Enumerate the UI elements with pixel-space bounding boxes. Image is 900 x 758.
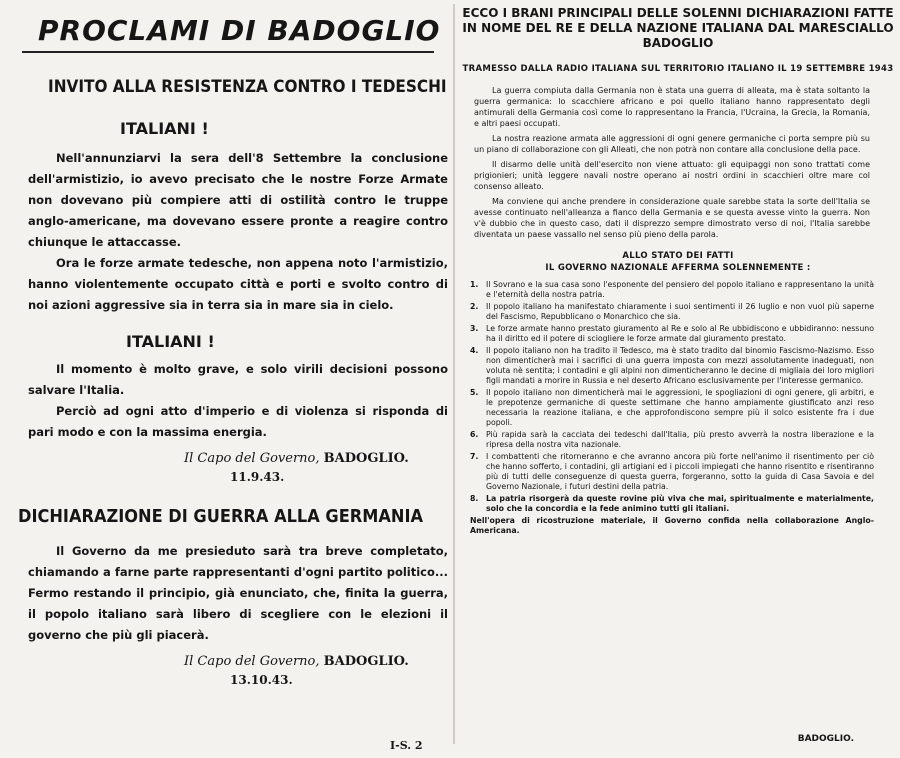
declarations-list — [470, 280, 874, 514]
page-number: I-S. 2 — [390, 739, 423, 752]
right-paragraph: La guerra compiuta dalla Germania non è stata una guerra di alleata, ma è stata soltanto la guerra germanica: lo scacchiere africano e poi quello italiano hanno rappresentato degli antimurali della Germania così come lo rappresentano la Francia, l'Ucraina, la Grecia, la Romania, e altri paesi occupati. — [474, 86, 870, 128]
signature-role: Il Capo del Governo, — [184, 451, 320, 466]
signature-name: BADOGLIO. — [323, 451, 409, 466]
item-number: 2. — [470, 302, 479, 311]
section2-signature — [184, 654, 448, 669]
item-text: Il popolo italiano non ha tradito il Tedesco, ma è stato tradito dal binomio Fascismo-Nazismo. Esso non dimenticherà mai i sacrifici di una guerra imposta con mezzi assolutamente inadeguati, non voluta nè sentita; i contadini e gli alpini non dimenticheranno le decine di migliaia dei loro migliori figli mandati a morire in Russia e nel deserto Africano esclusivamente per l'interesse germanico. — [486, 346, 874, 385]
list-item — [470, 430, 874, 450]
right-header: ECCO I BRANI PRINCIPALI DELLE SOLENNI DICHIARAZIONI FATTE IN NOME DEL RE E DELLA NAZIONE ITALIANA DAL MARESCIALLO BADOGLIO — [462, 6, 894, 50]
item-text: La patria risorgerà da queste rovine più viva che mai, spiritualmente e materialmente, solo che la concordia e la fede animino tutti gli italiani. — [486, 494, 874, 513]
right-paragraph: La nostra reazione armata alle aggressioni di ogni genere germaniche ci porta sempre più su un piano di collaborazione con gli Alleati, che non potrà non contare alla conclusione della pace. — [474, 134, 870, 154]
right-column — [462, 4, 894, 754]
item-number: 4. — [470, 346, 479, 355]
right-paragraph: Ma conviene qui anche prendere in considerazione quale sarebbe stata la sorte dell'Italia se avesse continuato nell'alleanza a fianco della Germania e se questa avesse vinto la guerra. Non v'è dubbio che in questo caso, dati il disprezzo sempre dimostrato verso di noi, l'Italia sarebbe diventata un paese vassallo nel senso più pieno della parola. — [474, 197, 870, 239]
list-item — [470, 280, 874, 300]
section2-date: 13.10.43. — [230, 673, 293, 687]
section1-paragraph: Nell'annunziarvi la sera dell'8 Settembre la conclusione dell'armistizio, io avevo precisato che le nostre Forze Armate non dovevano più compiere atti di ostilità contro le truppe anglo-americane, ma dovevano essere pronte a reagire contro chiunque le attaccasse. — [28, 151, 448, 249]
right-subheader: TRAMESSO DALLA RADIO ITALIANA SUL TERRITORIO ITALIANO IL 19 SETTEMBRE 1943 — [462, 64, 894, 74]
section2-paragraph: Il Governo da me presieduto sarà tra breve completato, chiamando a farne parte rappresentanti d'ogni partito politico... Fermo restando il principio, già enunciato, che, finita la guerra, il popolo italiano sarà libero di scegliere con le elezioni il governo che più gli piacerà. — [28, 544, 448, 642]
right-closing: Nell'opera di ricostruzione materiale, il Governo confida nella collaborazione Anglo-Americana. — [470, 516, 874, 535]
list-item — [470, 494, 874, 514]
signature-role: Il Capo del Governo, — [184, 654, 320, 669]
column-divider — [453, 4, 455, 744]
item-text: Il Sovrano e la sua casa sono l'esponente del pensiero del popolo italiano e rappresentano la unità e l'eternità della nostra patria. — [486, 280, 874, 299]
item-text: Più rapida sarà la cacciata dei tedeschi dall'Italia, più presto avverrà la nostra liberazione e la ripresa della nostra vita nazionale. — [486, 430, 874, 449]
list-item — [470, 302, 874, 322]
item-number: 3. — [470, 324, 479, 333]
section1-paragraph: Ora le forze armate tedesche, non appena noto l'armistizio, hanno violentemente occupato città e porti e svolto contro di noi azioni aggressive sia in terra sia in mare sia in cielo. — [28, 256, 448, 312]
right-section-heading: ALLO STATO DEI FATTI IL GOVERNO NAZIONALE AFFERMA SOLENNEMENTE : — [545, 251, 811, 273]
item-number: 6. — [470, 430, 479, 439]
list-item — [470, 388, 874, 428]
right-paragraph: Il disarmo delle unità dell'esercito non viene attuato: gli equipaggi non sono trattati come prigionieri; unità leggere navali nostre operano ai nostri ordini in scacchieri oltre mare col consenso alleato. — [474, 160, 870, 191]
item-number: 7. — [470, 452, 479, 461]
item-text: Il popolo italiano non dimenticherà mai le aggressioni, le spogliazioni di ogni genere, gli arbitri, e le prepotenze germaniche di queste settimane che hanno ampiamente giustificato anzi reso necessaria la reazione italiana, e che approfondiscono sempre più il solco esistente fra i due popoli. — [486, 388, 874, 427]
item-text: I combattenti che ritorneranno e che avranno ancora più forte nell'animo il risentimento per ciò che hanno sofferto, i contadini, gli artigiani ed i piccoli impiegati che hanno risentito e risentiranno più di tutti delle conseguenze di questa guerra, forgeranno, sotto la guida di Casa Savoia e del Governo Nazionale, i futuri destini della patria. — [486, 452, 874, 491]
item-text: Il popolo italiano ha manifestato chiaramente i suoi sentimenti il 26 luglio e non vuol più saperne del Fascismo, Repubblicano o Monarchico che sia. — [486, 302, 874, 321]
section1-signature — [184, 451, 448, 466]
list-item — [470, 324, 874, 344]
section1-salutation-2: ITALIANI ! — [126, 332, 215, 351]
item-number: 8. — [470, 494, 479, 503]
main-title: PROCLAMI DI BADOGLIO — [38, 14, 441, 47]
left-column — [8, 4, 448, 754]
section1-paragraph: Perciò ad ogni atto d'imperio e di violenza si risponda di pari modo e con la massima energia. — [28, 404, 448, 439]
item-number: 1. — [470, 280, 479, 289]
signature-name: BADOGLIO. — [323, 654, 409, 669]
title-rule — [22, 51, 434, 53]
section1-salutation: ITALIANI ! — [120, 119, 209, 138]
section1-paragraph: Il momento è molto grave, e solo virili decisioni possono salvare l'Italia. — [28, 362, 448, 397]
list-item — [470, 346, 874, 386]
section1-date: 11.9.43. — [230, 470, 285, 484]
item-text: Le forze armate hanno prestato giuramento al Re e solo al Re ubbidiscono e ubbidiranno: nessuno ha il diritto ed il potere di sciogliere le forze armate dal giuramento prestato. — [486, 324, 874, 343]
section1-heading: INVITO ALLA RESISTENZA CONTRO I TEDESCHI — [48, 77, 447, 97]
list-item — [470, 452, 874, 492]
right-signature: BADOGLIO. — [797, 734, 854, 744]
item-number: 5. — [470, 388, 479, 397]
section2-heading: DICHIARAZIONE DI GUERRA ALLA GERMANIA — [18, 506, 424, 527]
